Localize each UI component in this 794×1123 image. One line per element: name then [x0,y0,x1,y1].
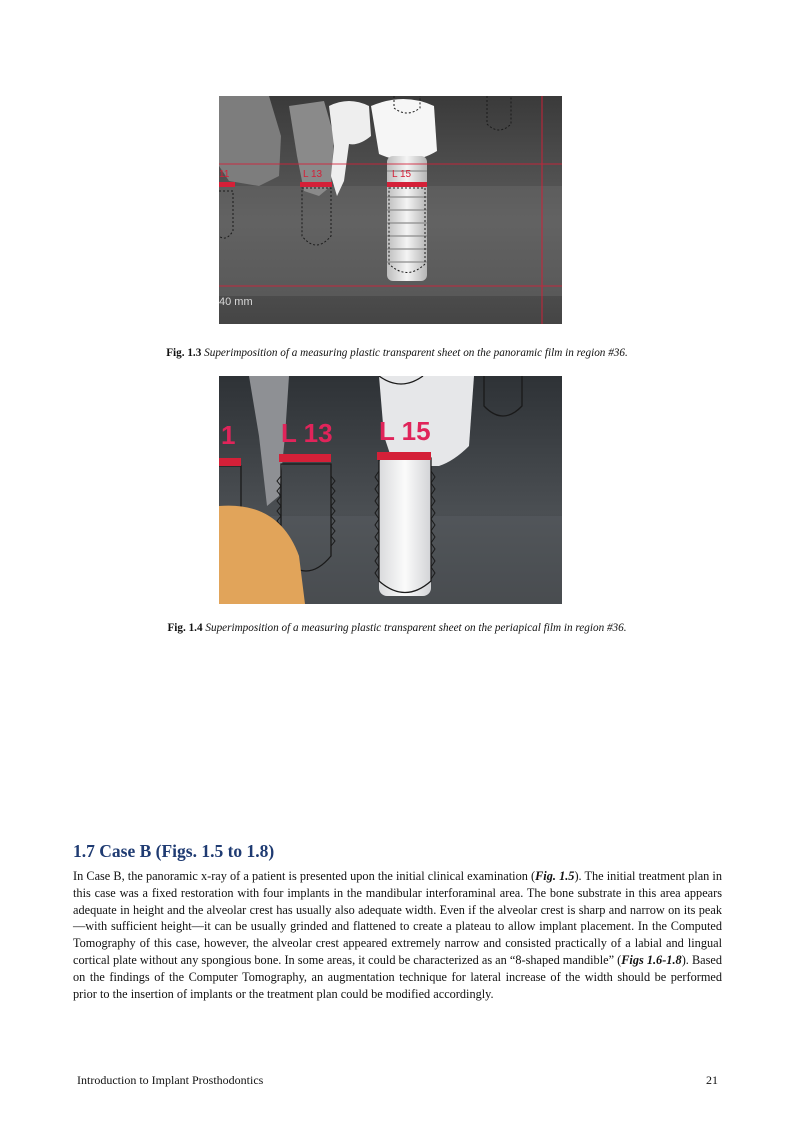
figure-label: Fig. 1.3 [166,347,202,359]
figure-reference: Fig. 1.5 [535,869,575,883]
label-bar [279,454,331,462]
figure-label: Fig. 1.4 [167,622,203,634]
label-bar [387,182,427,187]
label-bar [219,458,241,466]
label-bar [377,452,431,460]
overlay-label: L 13 [281,418,333,448]
overlay-label: L 15 [379,416,431,446]
overlay-label: L 15 [392,169,412,180]
caption-text: Superimposition of a measuring plastic transparent sheet on the panoramic film in region #36. [204,347,628,359]
section-heading: 1.7 Case B (Figs. 1.5 to 1.8) [73,841,275,861]
figure-caption [0,346,794,360]
crown-shape [371,99,437,160]
page-number: 21 [706,1073,718,1087]
footer-title: Introduction to Implant Prosthodontics [77,1073,264,1087]
paragraph-text: ). The initial treatment plan in this case was a fixed restoration with four implants in the mandibular interforaminal area. The bone substrate in this area appears adequate in height and the alveolar crest has usually also adequate width. Even if the alveolar crest is sharp and narrow on its peak—with sufficient height—it can be usually grinded and flattened to create a plateau to allow implant placement. In the Computed Tomography of this case, however, the alveolar crest appeared extremely narrow and consisted practically of a labial and lingual cortical plate without any spongious bone. In some areas, it could be characterized as an “8-shaped mandible” ( [73,869,722,967]
paragraph-text: ). Based on the findings of the Computer Tomography, an augmentation technique for lateral increase of the width should be performed prior to the insertion of implants or the treatment plan could be modified accordingly. [73,952,722,1001]
figure-panoramic-xray [219,96,562,324]
overlay-label: 11 [219,169,230,180]
section-paragraph [73,868,722,1002]
caption-text: Superimposition of a measuring plastic transparent sheet on the periapical film in region #36. [205,622,627,634]
overlay-label: 1 [221,420,236,450]
paragraph-text: In Case B, the panoramic x-ray of a patient is presented upon the initial clinical examination ( [73,869,536,883]
overlay-label: L 13 [303,169,323,180]
scale-text: 40 mm [219,296,253,308]
figure-caption [0,621,794,635]
label-bar [219,182,235,187]
figure-reference: Figs 1.6-1.8 [621,952,682,967]
figure-periapical-film [219,376,562,604]
implant-shape [379,456,431,596]
label-bar [300,182,332,187]
